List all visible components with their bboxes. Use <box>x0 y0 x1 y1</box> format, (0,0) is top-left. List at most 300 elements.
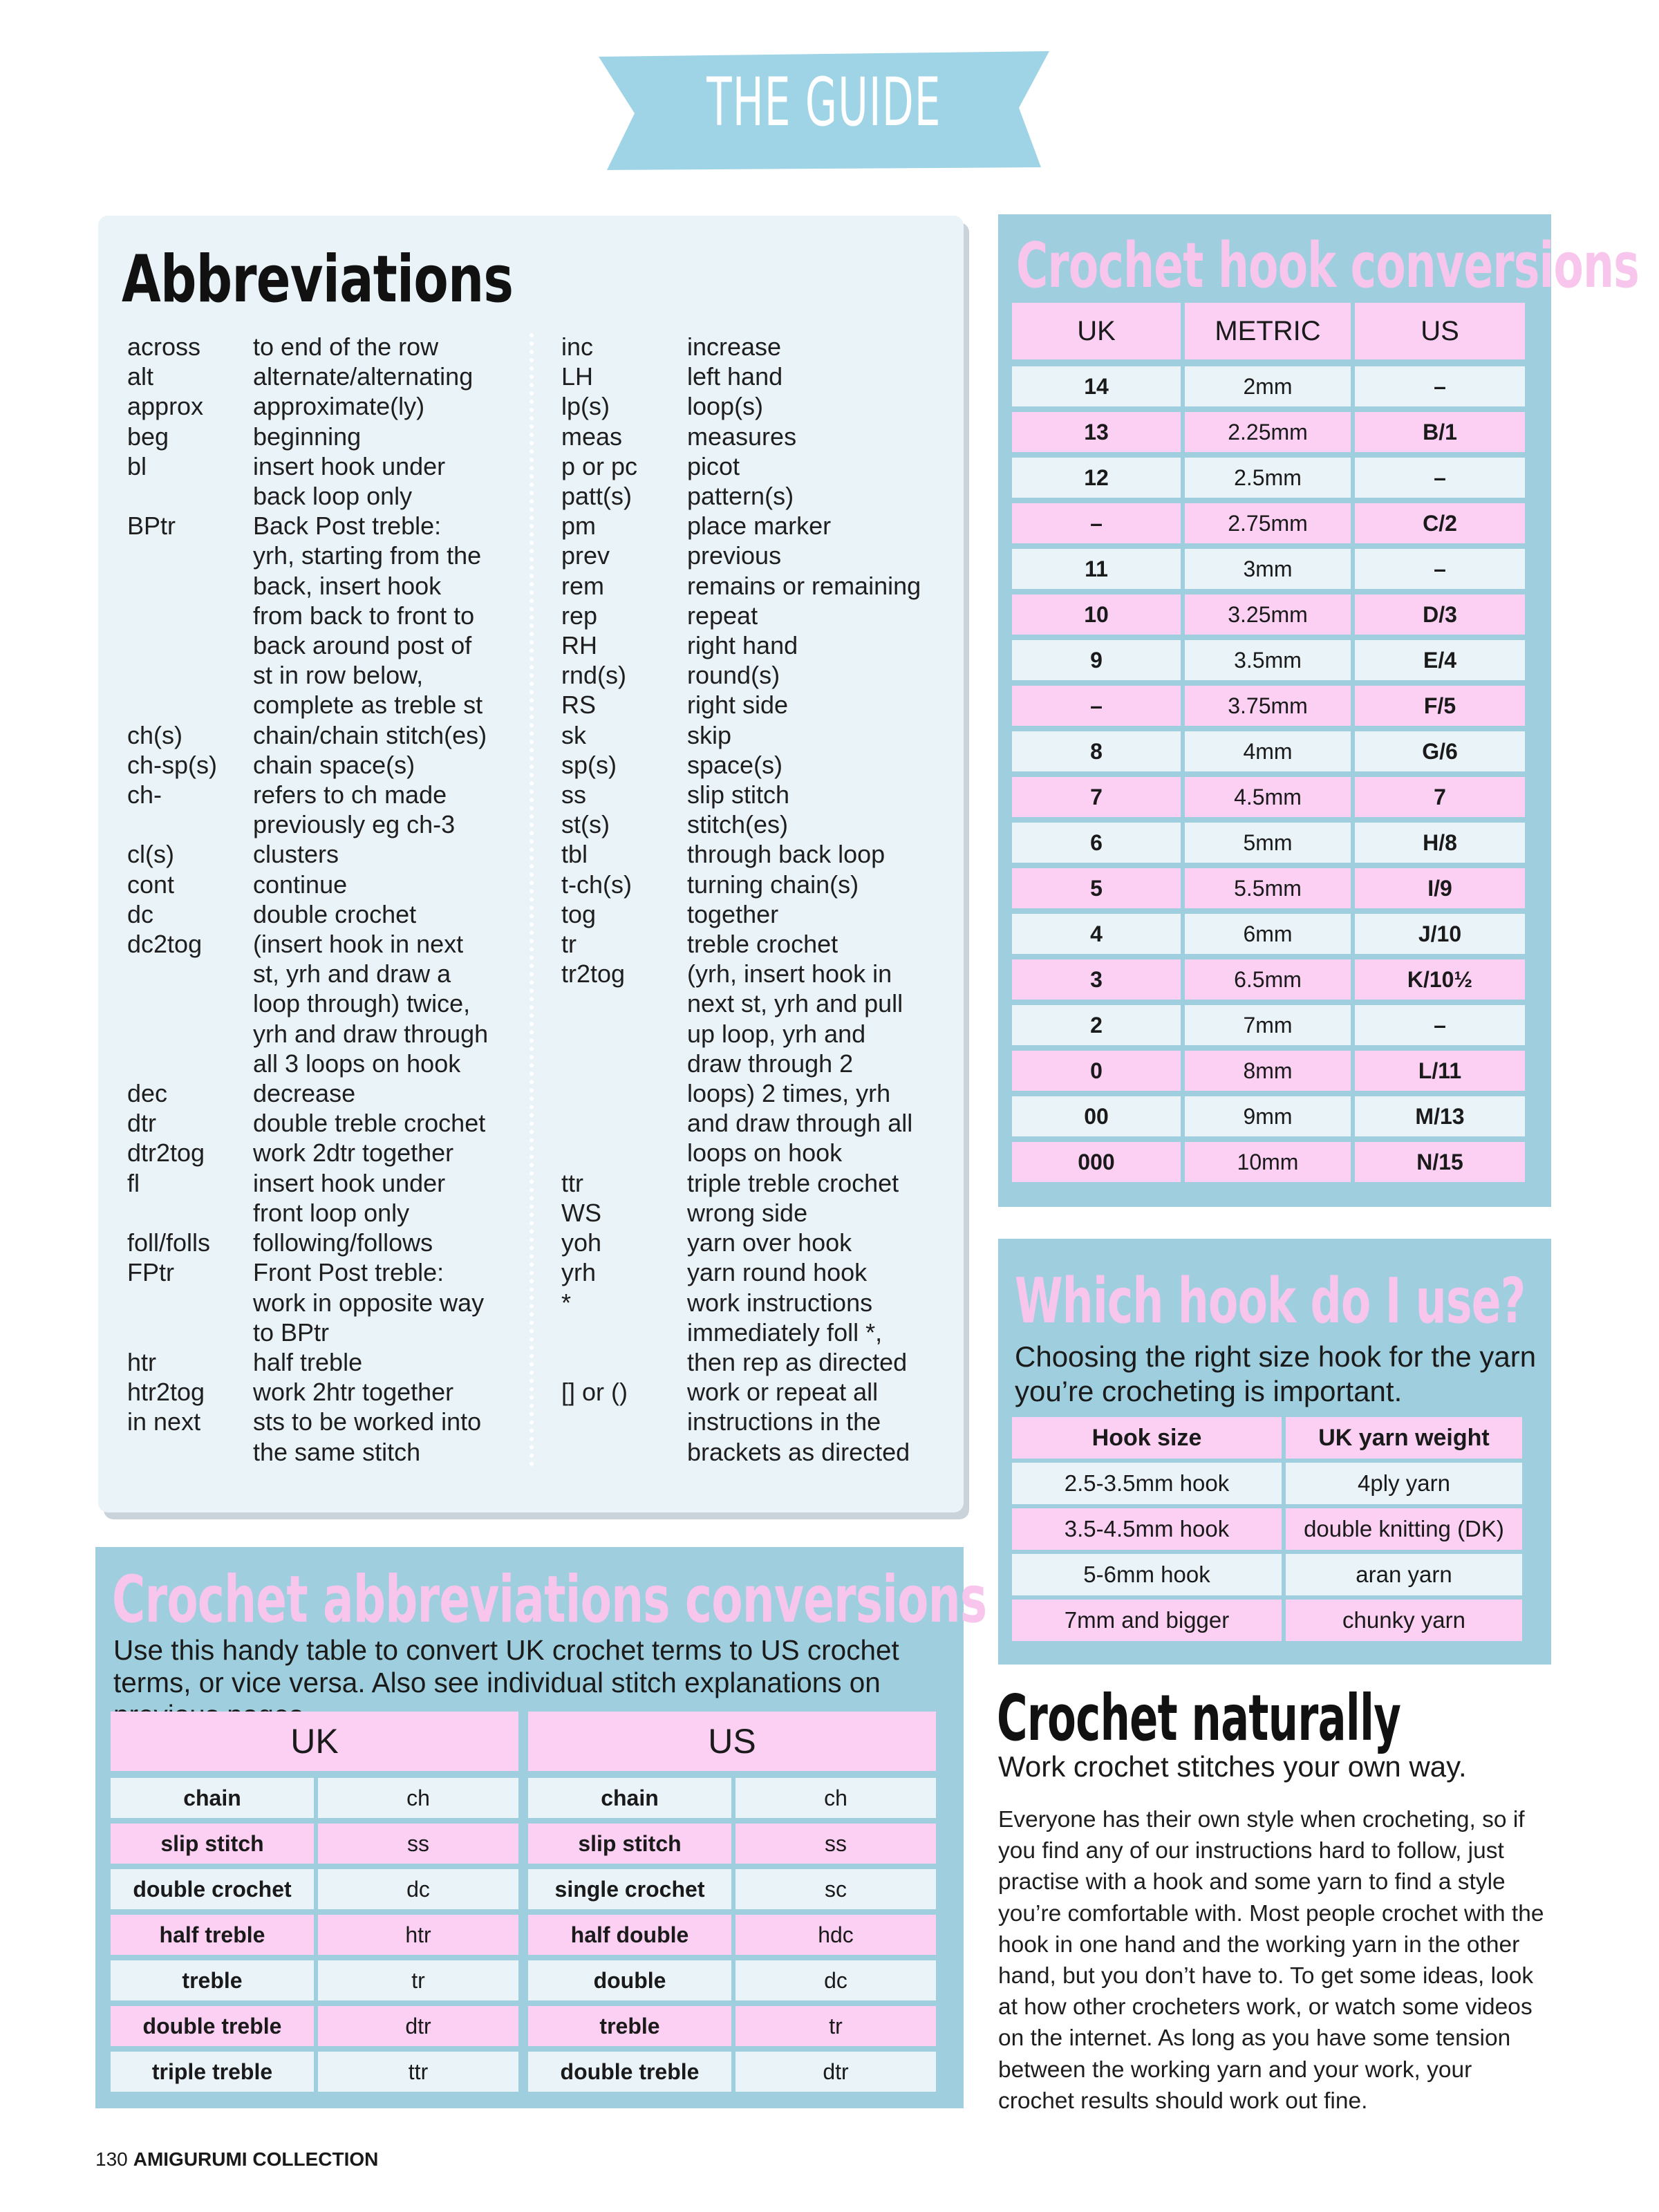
abbreviation-row <box>127 362 521 391</box>
abbreviation-row <box>127 1347 521 1377</box>
abbreviation-row <box>127 511 521 541</box>
abbreviation-definition: immediately foll *, <box>687 1318 883 1347</box>
abbreviation-definition: triple treble crochet <box>687 1168 899 1197</box>
us-size: D/3 <box>1355 594 1525 635</box>
abbreviation-definition: previously eg ch-3 <box>253 810 456 839</box>
abbreviation-row <box>127 541 521 570</box>
header-us: US <box>1355 303 1525 359</box>
abbreviation-definition: front loop only <box>253 1198 410 1227</box>
abbreviations-title: Abbreviations <box>122 242 514 317</box>
abbreviations-column-left <box>127 332 521 1467</box>
abbreviation-term: in next <box>127 1407 201 1436</box>
abbreviation-definition: next st, yrh and pull <box>687 989 903 1018</box>
uk-size: 3 <box>1012 959 1181 1000</box>
uk-size: 6 <box>1012 823 1181 863</box>
abbreviation-row <box>127 929 521 959</box>
abbreviation-term: sp(s) <box>561 750 617 779</box>
abbreviation-row <box>561 1437 948 1467</box>
abbreviation-definition: continue <box>253 870 348 899</box>
abbreviation-term: prev <box>561 541 610 570</box>
us-size: C/2 <box>1355 503 1525 543</box>
conversions-tables <box>111 1712 946 2097</box>
uk-term: slip stitch <box>111 1824 314 1864</box>
us-term: chain <box>528 1778 731 1818</box>
abbreviation-row <box>561 660 948 690</box>
magazine-name: AMIGURUMI COLLECTION <box>133 2148 379 2170</box>
abbreviation-definition: remains or remaining <box>687 571 921 600</box>
metric-size: 5.5mm <box>1185 868 1351 908</box>
metric-size: 10mm <box>1185 1142 1351 1182</box>
metric-size: 6mm <box>1185 914 1351 954</box>
table-row <box>1012 1463 1544 1504</box>
uk-term: treble <box>111 1960 314 2000</box>
conversions-subtitle: Use this handy table to convert UK crochet terms to US crochet terms, or vice versa. Also see individual stitch explanations on <box>113 1634 899 1698</box>
abbreviation-row <box>127 630 521 660</box>
abbreviation-row <box>127 1377 521 1407</box>
abbreviation-row <box>127 391 521 421</box>
us-size: I/9 <box>1355 868 1525 908</box>
abbreviation-row <box>127 1407 521 1436</box>
abbreviation-definition: left hand <box>687 362 783 391</box>
abbreviation-definition: to end of the row <box>253 332 439 361</box>
abbreviation-row <box>127 332 521 362</box>
abbreviation-definition: instructions in the <box>687 1407 881 1436</box>
abbreviation-definition: beginning <box>253 422 362 451</box>
abbreviation-row <box>127 422 521 451</box>
abbreviation-term: [] or () <box>561 1378 628 1407</box>
us-term: slip stitch <box>528 1824 731 1864</box>
table-row <box>528 1778 940 1818</box>
abbreviation-term: LH <box>561 362 594 391</box>
abbreviation-term: * <box>561 1288 572 1317</box>
header-hook-size: Hook size <box>1012 1417 1282 1459</box>
abbreviation-definition: Front Post treble: <box>253 1258 444 1287</box>
abbreviation-term: RH <box>561 631 597 660</box>
abbreviation-row <box>127 481 521 511</box>
abbreviation-definition: decrease <box>253 1079 356 1108</box>
page-footer <box>95 2148 378 2171</box>
abbreviation-term: t-ch(s) <box>561 870 632 899</box>
uk-abbreviation: tr <box>318 1960 518 2000</box>
abbreviation-term: bl <box>127 451 147 480</box>
table-row <box>1012 914 1537 954</box>
conversions-title: Crochet abbreviations conversions <box>112 1562 987 1638</box>
uk-size: 00 <box>1012 1096 1181 1136</box>
uk-size: 4 <box>1012 914 1181 954</box>
abbreviation-term: htr2tog <box>127 1378 205 1407</box>
abbreviation-definition: increase <box>687 332 782 361</box>
us-size: J/10 <box>1355 914 1525 954</box>
abbreviation-definition: yarn over hook <box>687 1228 852 1257</box>
uk-size: 9 <box>1012 640 1181 680</box>
abbreviation-definition: insert hook under <box>253 451 446 480</box>
table-row <box>1012 1005 1537 1045</box>
abbreviation-row <box>561 809 948 839</box>
abbreviation-term: across <box>127 332 201 361</box>
abbreviation-row <box>127 1437 521 1467</box>
abbreviation-row <box>561 630 948 660</box>
table-row <box>528 1915 940 1955</box>
abbreviation-row <box>561 481 948 511</box>
uk-abbreviation: ttr <box>318 2052 518 2092</box>
us-size: F/5 <box>1355 686 1525 726</box>
table-row <box>1012 777 1537 817</box>
abbreviation-term: ch(s) <box>127 720 182 749</box>
table-row <box>1012 1600 1544 1641</box>
abbreviation-term: yrh <box>561 1258 597 1287</box>
abbreviation-term <box>561 988 687 1018</box>
uk-abbreviation: ch <box>318 1778 518 1818</box>
abbreviation-row <box>127 1228 521 1257</box>
table-row <box>1012 458 1537 498</box>
us-size: – <box>1355 458 1525 498</box>
table-row <box>1012 686 1537 726</box>
table-row <box>1012 412 1537 452</box>
abbreviation-row <box>127 839 521 869</box>
us-size: 7 <box>1355 777 1525 817</box>
abbreviation-term <box>127 1437 253 1467</box>
table-row <box>1012 503 1537 543</box>
abbreviation-term <box>561 1049 687 1078</box>
abbreviation-definition: work or repeat all <box>687 1378 879 1407</box>
us-term: double <box>528 1960 731 2000</box>
abbreviation-term: ch- <box>127 780 162 809</box>
abbreviation-definition: st, yrh and draw a <box>253 959 451 988</box>
abbreviation-definition: previous <box>687 541 782 570</box>
abbreviation-row <box>561 1019 948 1049</box>
abbreviation-row <box>561 451 948 481</box>
us-header: US <box>528 1712 936 1771</box>
header-uk: UK <box>1012 303 1181 359</box>
abbreviation-term: rep <box>561 601 598 630</box>
abbreviation-row <box>561 839 948 869</box>
abbreviation-term <box>127 1019 253 1049</box>
us-abbreviation: dc <box>735 1960 936 2000</box>
abbreviation-definition: wrong side <box>687 1198 808 1227</box>
table-row <box>1012 1096 1537 1136</box>
abbreviation-row <box>561 571 948 601</box>
which-hook-table <box>1012 1417 1544 1645</box>
uk-size: 5 <box>1012 868 1181 908</box>
abbreviation-term: meas <box>561 422 623 451</box>
table-row <box>111 1778 523 1818</box>
metric-size: 5mm <box>1185 823 1351 863</box>
abbreviation-term: FPtr <box>127 1258 174 1287</box>
abbreviation-row <box>561 1318 948 1347</box>
abbreviation-definition: insert hook under <box>253 1168 446 1197</box>
guide-banner <box>596 51 1052 170</box>
metric-size: 2.5mm <box>1185 458 1351 498</box>
metric-size: 2.75mm <box>1185 503 1351 543</box>
uk-size: – <box>1012 686 1181 726</box>
us-abbreviation: tr <box>735 2006 936 2046</box>
us-size: – <box>1355 549 1525 589</box>
abbreviation-row <box>561 1049 948 1078</box>
abbreviation-row <box>561 750 948 780</box>
abbreviation-row <box>561 720 948 750</box>
table-row <box>1012 823 1537 863</box>
uk-header: UK <box>111 1712 518 1771</box>
abbreviation-term: RS <box>561 691 597 720</box>
abbreviation-term: ss <box>561 780 586 809</box>
uk-term: chain <box>111 1778 314 1818</box>
abbreviation-row <box>561 929 948 959</box>
abbreviation-row <box>127 1019 521 1049</box>
abbreviation-term: tbl <box>561 840 588 869</box>
abbreviation-row <box>561 1108 948 1138</box>
metric-size: 2.25mm <box>1185 412 1351 452</box>
abbreviation-row <box>561 870 948 899</box>
abbreviation-term <box>561 1318 687 1347</box>
abbreviation-definition: all 3 loops on hook <box>253 1049 461 1078</box>
abbreviation-term <box>127 601 253 630</box>
abbreviation-term: htr <box>127 1347 157 1376</box>
us-term: single crochet <box>528 1869 731 1909</box>
abbreviation-row <box>127 870 521 899</box>
table-row <box>111 2052 523 2092</box>
abbreviation-definition: st in row below, <box>253 661 424 690</box>
metric-size: 7mm <box>1185 1005 1351 1045</box>
us-abbreviation: dtr <box>735 2052 936 2092</box>
table-row <box>1012 1142 1537 1182</box>
abbreviation-row <box>127 1318 521 1347</box>
abbreviation-row <box>561 1138 948 1168</box>
column-divider <box>529 333 534 1467</box>
abbreviation-row <box>127 720 521 750</box>
abbreviation-definition: double treble crochet <box>253 1109 486 1138</box>
uk-size: 10 <box>1012 594 1181 635</box>
metric-size: 6.5mm <box>1185 959 1351 1000</box>
page-number: 130 <box>95 2148 128 2170</box>
abbreviation-definition: loops on hook <box>687 1138 843 1168</box>
abbreviation-term <box>127 571 253 601</box>
abbreviation-row <box>561 422 948 451</box>
abbreviation-row <box>127 601 521 630</box>
abbreviation-term <box>561 1019 687 1049</box>
abbreviation-term: approx <box>127 392 204 421</box>
us-abbreviation: sc <box>735 1869 936 1909</box>
abbreviation-term: p or pc <box>561 451 638 480</box>
abbreviation-term: tog <box>561 899 597 928</box>
uk-terms-table <box>111 1712 523 2097</box>
abbreviation-definition: and draw through all <box>687 1109 913 1138</box>
abbreviation-term: dc2tog <box>127 930 203 959</box>
abbreviation-definition: (insert hook in next <box>253 930 464 959</box>
table-row <box>1012 366 1537 406</box>
abbreviation-row <box>561 1257 948 1287</box>
abbreviation-definition: right hand <box>687 631 798 660</box>
hook-size: 2.5-3.5mm hook <box>1012 1463 1282 1504</box>
table-row <box>1012 959 1537 1000</box>
table-row <box>111 1869 523 1909</box>
hook-conversions-panel <box>998 214 1640 1207</box>
abbreviation-row <box>127 959 521 988</box>
abbreviation-term <box>127 1318 253 1347</box>
abbreviation-definition: chain/chain stitch(es) <box>253 720 487 749</box>
us-size: – <box>1355 366 1525 406</box>
abbreviation-row <box>127 809 521 839</box>
abbreviation-term <box>561 1407 687 1436</box>
table-row <box>111 1960 523 2000</box>
abbreviations-conversions-panel <box>95 1547 987 2108</box>
abbreviation-term: WS <box>561 1198 601 1227</box>
abbreviation-row <box>561 988 948 1018</box>
yarn-weight: 4ply yarn <box>1286 1463 1522 1504</box>
abbreviation-term: patt(s) <box>561 482 632 511</box>
abbreviation-definition: refers to ch made <box>253 780 447 809</box>
abbreviation-term <box>127 690 253 720</box>
table-row <box>1012 549 1537 589</box>
abbreviation-definition: back around post of <box>253 631 472 660</box>
us-terms-table <box>528 1712 940 2097</box>
abbreviation-row <box>127 899 521 929</box>
crochet-naturally-body: Everyone has their own style when crocheting, so if you find any of our instructions hard to follow, just practise with a hook and some yarn to find a style you’re comfortable with. Most people crochet with the hook in one hand and the working yarn in the other hand, but you don’t have to. To get some ideas, look at how other crocheters work, or watch some videos on the internet. As long as you have some tension between the working yarn and your work, your crochet results should work out fine. <box>998 1807 1544 2114</box>
abbreviation-definition: slip stitch <box>687 780 790 809</box>
abbreviation-row <box>127 1138 521 1168</box>
which-hook-title: Which hook do I use? <box>1015 1265 1526 1338</box>
table-row <box>528 1869 940 1909</box>
hook-conversions-table <box>1012 303 1537 1188</box>
abbreviation-term <box>561 1078 687 1108</box>
abbreviation-term: beg <box>127 422 169 451</box>
abbreviation-term <box>127 1049 253 1078</box>
abbreviation-definition: skip <box>687 720 732 749</box>
metric-size: 3.75mm <box>1185 686 1351 726</box>
abbreviation-definition: approximate(ly) <box>253 392 425 421</box>
abbreviation-definition: loop(s) <box>687 392 764 421</box>
abbreviation-definition: stitch(es) <box>687 810 789 839</box>
us-size: K/10½ <box>1355 959 1525 1000</box>
abbreviation-term <box>127 988 253 1018</box>
abbreviation-row <box>127 1108 521 1138</box>
abbreviation-row <box>561 690 948 720</box>
hook-conversions-title: Crochet hook conversions <box>1016 229 1640 302</box>
abbreviation-term <box>127 1288 253 1318</box>
metric-size: 3.5mm <box>1185 640 1351 680</box>
abbreviation-definition: yrh and draw through <box>253 1019 489 1048</box>
metric-size: 3mm <box>1185 549 1351 589</box>
us-abbreviation: hdc <box>735 1915 936 1955</box>
metric-size: 2mm <box>1185 366 1351 406</box>
abbreviation-term: sk <box>561 720 586 749</box>
abbreviation-row <box>561 1377 948 1407</box>
abbreviation-row <box>561 1078 948 1108</box>
which-hook-subtitle: Choosing the right size hook for the yarn you’re crocheting is important. <box>1015 1340 1537 1407</box>
abbreviation-row <box>127 988 521 1018</box>
yarn-weight: double knitting (DK) <box>1286 1508 1522 1550</box>
abbreviation-row <box>127 1168 521 1198</box>
uk-term: double crochet <box>111 1869 314 1909</box>
abbreviation-term: ttr <box>561 1168 583 1197</box>
abbreviation-definition: measures <box>687 422 797 451</box>
uk-abbreviation: dtr <box>318 2006 518 2046</box>
abbreviation-definition: half treble <box>253 1347 363 1376</box>
abbreviation-row <box>561 1407 948 1436</box>
abbreviation-row <box>127 1257 521 1287</box>
abbreviation-definition: together <box>687 899 779 928</box>
metric-size: 9mm <box>1185 1096 1351 1136</box>
uk-abbreviation: ss <box>318 1824 518 1864</box>
us-size: L/11 <box>1355 1051 1525 1091</box>
abbreviation-row <box>561 1198 948 1228</box>
abbreviation-definition: treble crochet <box>687 930 838 959</box>
uk-abbreviation: htr <box>318 1915 518 1955</box>
abbreviation-term: cl(s) <box>127 840 174 869</box>
abbreviation-row <box>127 690 521 720</box>
abbreviation-term: ch-sp(s) <box>127 750 218 779</box>
us-size: H/8 <box>1355 823 1525 863</box>
abbreviation-term <box>561 1108 687 1138</box>
abbreviation-term: inc <box>561 332 594 361</box>
abbreviation-term <box>127 541 253 570</box>
abbreviations-column-right <box>561 332 948 1467</box>
uk-size: 0 <box>1012 1051 1181 1091</box>
abbreviation-definition: then rep as directed <box>687 1347 908 1376</box>
abbreviation-definition: from back to front to <box>253 601 475 630</box>
abbreviation-row <box>127 780 521 809</box>
abbreviation-row <box>127 750 521 780</box>
abbreviation-term: tr <box>561 930 577 959</box>
abbreviation-row <box>561 541 948 570</box>
abbreviation-definition: the same stitch <box>253 1437 421 1466</box>
abbreviation-definition: round(s) <box>687 661 780 690</box>
abbreviation-definition: work 2dtr together <box>253 1138 454 1168</box>
abbreviation-term: tr2tog <box>561 959 626 988</box>
abbreviation-definition: draw through 2 <box>687 1049 854 1078</box>
abbreviation-definition: back loop only <box>253 482 413 511</box>
table-row <box>528 1960 940 2000</box>
abbreviation-row <box>127 1049 521 1078</box>
abbreviation-term <box>561 1347 687 1377</box>
us-term: treble <box>528 2006 731 2046</box>
abbreviation-definition: back, insert hook <box>253 571 442 600</box>
abbreviation-term: dtr <box>127 1109 157 1138</box>
table-row <box>1012 731 1537 771</box>
table-row <box>111 2006 523 2046</box>
which-hook-panel <box>998 1239 1551 1665</box>
table-row <box>1012 594 1537 635</box>
abbreviation-term <box>127 630 253 660</box>
metric-size: 3.25mm <box>1185 594 1351 635</box>
us-abbreviation: ss <box>735 1824 936 1864</box>
abbreviation-row <box>561 780 948 809</box>
uk-size: 12 <box>1012 458 1181 498</box>
uk-term: half treble <box>111 1915 314 1955</box>
abbreviation-row <box>561 1228 948 1257</box>
uk-size: 000 <box>1012 1142 1181 1182</box>
abbreviation-term <box>127 1198 253 1228</box>
abbreviation-term <box>127 959 253 988</box>
uk-size: – <box>1012 503 1181 543</box>
abbreviation-term: rem <box>561 571 604 600</box>
abbreviation-definition: space(s) <box>687 750 783 779</box>
abbreviation-row <box>127 1288 521 1318</box>
abbreviation-definition: through back loop <box>687 840 885 869</box>
abbreviation-term: rnd(s) <box>561 661 627 690</box>
abbreviations-panel <box>98 216 964 1512</box>
uk-abbreviation: dc <box>318 1869 518 1909</box>
abbreviation-definition: chain space(s) <box>253 750 415 779</box>
yarn-weight: chunky yarn <box>1286 1600 1522 1641</box>
abbreviation-definition: to BPtr <box>253 1318 330 1347</box>
table-header <box>1012 303 1537 359</box>
us-term: double treble <box>528 2052 731 2092</box>
us-size: G/6 <box>1355 731 1525 771</box>
abbreviation-definition: work instructions <box>687 1288 873 1317</box>
us-size: E/4 <box>1355 640 1525 680</box>
abbreviation-term <box>561 1138 687 1168</box>
hook-size: 7mm and bigger <box>1012 1600 1282 1641</box>
